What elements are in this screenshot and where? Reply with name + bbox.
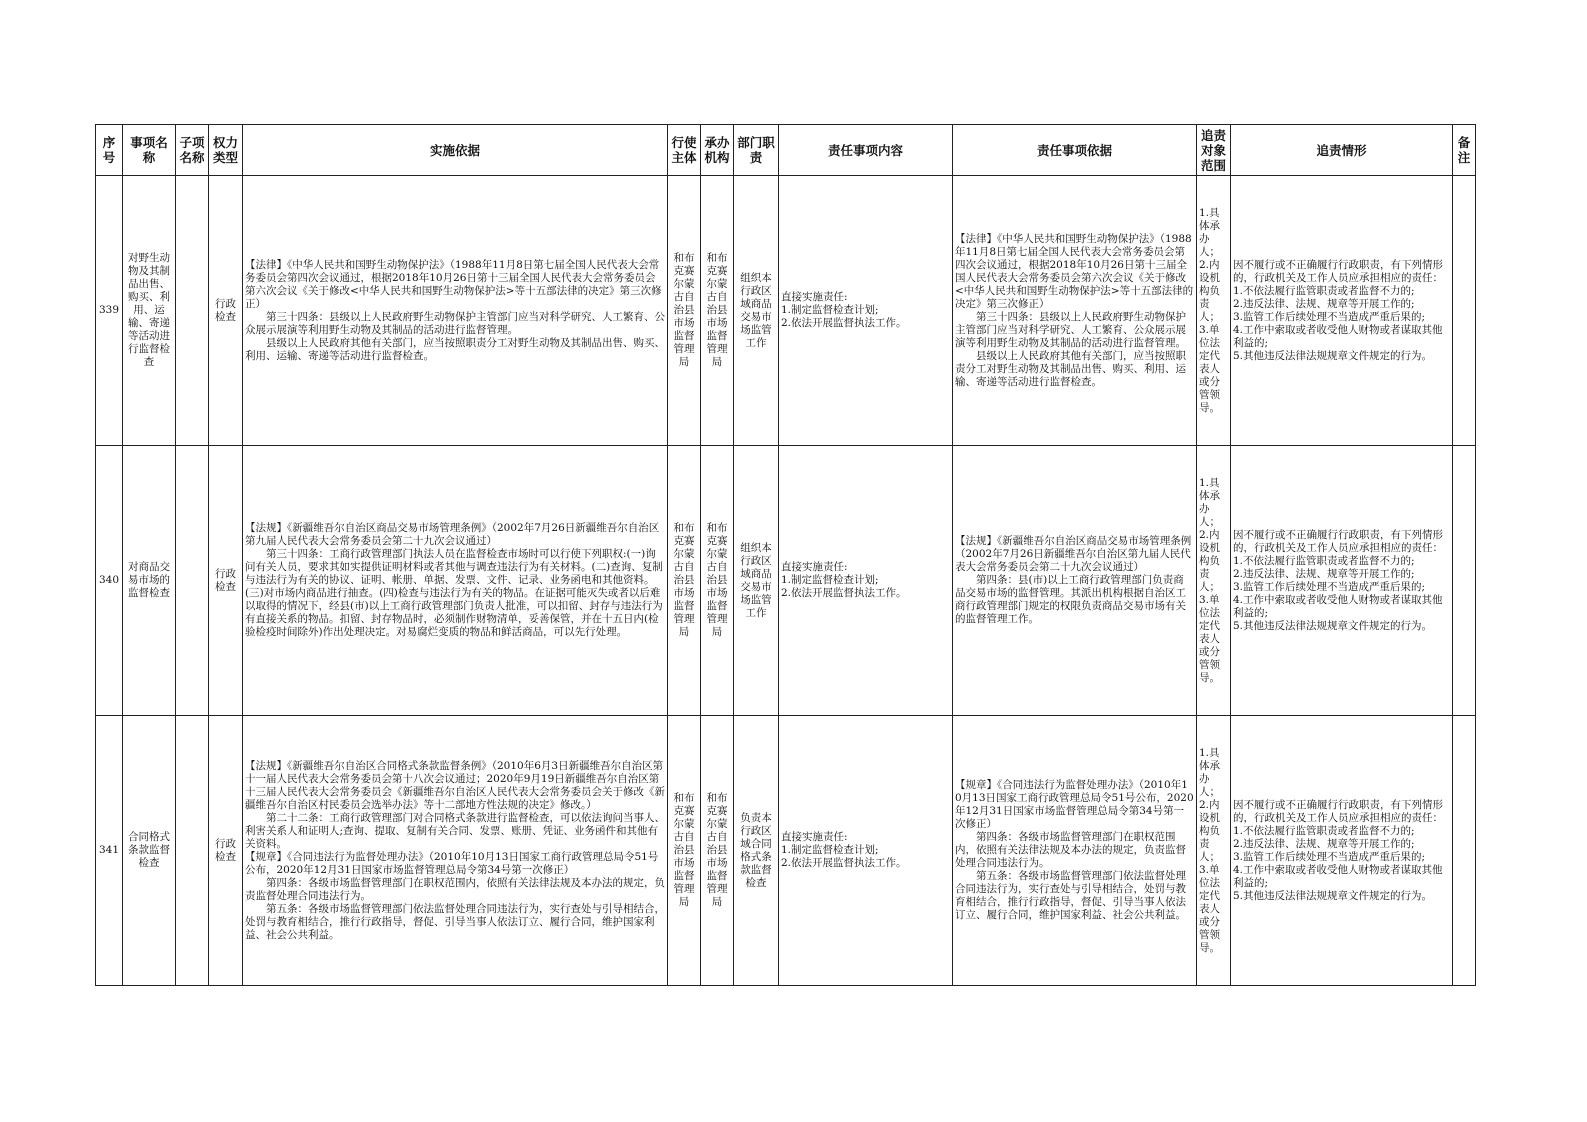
resp-content-line: 2.依法开展监督执法工作。 xyxy=(781,317,907,329)
resp-basis-paragraph: 第四条：县(市)以上工商行政管理部门负责商品交易市场的监督管理。其派出机构根据自治区工商行政管理部门规定的权限负责商品交易市场有关的监督管理工作。 xyxy=(955,574,1186,625)
sub-item-cell xyxy=(176,446,209,716)
resp-content-line: 直接实施责任: xyxy=(781,291,848,303)
scope-cell: 1.具体承办人；2.内设机构负责人；3.单位法定代表人或分管领导。 xyxy=(1197,446,1231,716)
sub-item-cell xyxy=(176,176,209,446)
situation-line: 2.违反法律、法规、规章等开展工作的; xyxy=(1233,297,1415,310)
situation-cell xyxy=(1231,446,1453,716)
remark-cell xyxy=(1453,716,1476,986)
resp-basis-paragraph: 第五条：各级市场监督管理部门依法监督处理合同违法行为，实行查处与引导相结合，处罚与教育相结合，推行行政指导，督促、引导当事人依法订立、履行合同，维护国家利益、社会公共利益。 xyxy=(955,870,1186,921)
duty-cell: 组织本行政区域商品交易市场监管工作 xyxy=(734,446,779,716)
resp-content-cell xyxy=(779,176,953,446)
handler-cell: 和布克赛尔蒙古自治县市场监督管理局 xyxy=(701,716,734,986)
situation-line: 4.工作中索取或者收受他人财物或者谋取其他利益的; xyxy=(1233,323,1443,349)
resp-basis-paragraph: 【法律】《中华人民共和国野生动物保护法》（1988年11月8日第七届全国人民代表大会常务委员会第四次会议通过，根据2018年10月26日第十三届全国人民代表大会常务委员会第六次会议《关于修改<中华人民共和国野生动物保护法>等十五部法律的决定》第三次修正） xyxy=(955,232,1194,310)
header-resp-content: 责任事项内容 xyxy=(779,125,953,176)
situation-line: 1.不依法履行监管职责或者监督不力的; xyxy=(1233,284,1415,297)
resp-basis-paragraph: 【规章】《合同违法行为监督处理办法》（2010年10月13日国家工商行政管理总局令51号公布，2020年12月31日国家市场监督管理总局令第34号第一次修正） xyxy=(955,779,1194,830)
item-name-cell: 对野生动物及其制品出售、购买、利用、运输、寄递等活动进行监督检查 xyxy=(123,176,176,446)
subject-cell: 和布克赛尔蒙古自治县市场监督管理局 xyxy=(668,446,701,716)
basis-paragraph: 【法规】《新疆维吾尔自治区合同格式条款监督条例》（2010年6月3日新疆维吾尔自治区第十一届人民代表大会常务委员会第十八次会议通过；2020年9月19日新疆维吾尔自治区第十三届人民代表大会常务委员会《新疆维吾尔自治区人民代表大会常务委员会关于修改《新疆维吾尔自治区村民委员会选举办法》等十二部地方性法规的决定》修改。） xyxy=(245,759,665,811)
basis-paragraph: 第四条：各级市场监督管理部门在职权范围内，依照有关法律法规及本办法的规定，负责监督处理合同违法行为。 xyxy=(245,876,665,902)
power-list-table xyxy=(95,124,1476,986)
header-scope: 追责对象范围 xyxy=(1197,125,1231,176)
power-type-cell: 行政检查 xyxy=(209,716,243,986)
basis-cell xyxy=(243,176,668,446)
seq-cell: 339 xyxy=(96,176,123,446)
seq-cell: 341 xyxy=(96,716,123,986)
table-row xyxy=(96,176,1476,446)
seq-cell: 340 xyxy=(96,446,123,716)
basis-paragraph: 【法律】《中华人民共和国野生动物保护法》（1988年11月8日第七届全国人民代表大会常务委员会第四次会议通过，根据2018年10月26日第十三届全国人民代表大会常务委员会第六次会议《关于修改<中华人民共和国野生动物保护法>等十五部法律的决定》第三次修正） xyxy=(245,258,662,310)
header-item-name: 事项名称 xyxy=(123,125,176,176)
remark-cell xyxy=(1453,446,1476,716)
situation-line: 因不履行或不正确履行行政职责，有下列情形的，行政机关及工作人员应承担相应的责任： xyxy=(1233,528,1443,554)
situation-line: 3.监管工作后续处理不当造成严重后果的; xyxy=(1233,580,1426,593)
basis-paragraph: 【法规】《新疆维吾尔自治区商品交易市场管理条例》（2002年7月26日新疆维吾尔自治区第九届人民代表大会常务委员会第二十九次会议通过） xyxy=(245,522,660,547)
item-name-cell: 合同格式条款监督检查 xyxy=(123,716,176,986)
header-sub-item: 子项名称 xyxy=(176,125,209,176)
resp-content-line: 直接实施责任: xyxy=(781,561,848,573)
situation-line: 3.监管工作后续处理不当造成严重后果的; xyxy=(1233,310,1426,323)
header-situation: 追责情形 xyxy=(1231,125,1453,176)
situation-line: 5.其他违反法律法规规章文件规定的行为。 xyxy=(1233,619,1433,632)
situation-line: 4.工作中索取或者收受他人财物或者谋取其他利益的; xyxy=(1233,593,1443,619)
table-row xyxy=(96,446,1476,716)
remark-cell xyxy=(1453,176,1476,446)
resp-basis-cell xyxy=(953,446,1197,716)
header-resp-basis: 责任事项依据 xyxy=(953,125,1197,176)
header-handler: 承办机构 xyxy=(701,125,734,176)
scope-cell: 1.具体承办人；2.内设机构负责人；3.单位法定代表人或分管领导。 xyxy=(1197,176,1231,446)
basis-paragraph: 第三十四条：工商行政管理部门执法人员在监督检查市场时可以行使下列职权:(一)询问有关人员，要求其如实提供证明材料或者其他与调查违法行为有关材料。(二)查询、复制与违法行为有关的协议、证明、帐册、单据、发票、文件、记录、业务函电和其他资料。(三)对市场内商品进行抽查。(四)检查与违法行为有关的物品。在证据可能灭失或者以后难以取得的情况下，经县(市)以上工商行政管理部门负责人批准，可以扣留、封存与违法行为有直接关系的物品。扣留、封存物品时，必须制作财物清单，妥善保管，并在十五日内(检验检疫时间除外)作出处理决定。对易腐烂变质的物品和鲜活商品，可以先行处理。 xyxy=(245,548,663,638)
header-subject: 行使主体 xyxy=(668,125,701,176)
sub-item-cell xyxy=(176,716,209,986)
resp-basis-paragraph: 第三十四条：县级以上人民政府野生动物保护主管部门应当对科学研究、人工繁育、公众展示展演等利用野生动物及其制品的活动进行监督管理。 xyxy=(955,310,1186,349)
situation-cell xyxy=(1231,176,1453,446)
scope-cell: 1.具体承办人；2.内设机构负责人；3.单位法定代表人或分管领导。 xyxy=(1197,716,1231,986)
situation-line: 2.违反法律、法规、规章等开展工作的; xyxy=(1233,837,1415,850)
basis-paragraph: 第二十二条：工商行政管理部门对合同格式条款进行监督检查，可以依法询问当事人、利害关系人和证明人;查询、提取、复制有关合同、发票、账册、凭证、业务函件和其他有关资料。 xyxy=(245,811,665,850)
situation-line: 2.违反法律、法规、规章等开展工作的; xyxy=(1233,567,1415,580)
handler-cell: 和布克赛尔蒙古自治县市场监督管理局 xyxy=(701,176,734,446)
table-row xyxy=(96,716,1476,986)
situation-line: 因不履行或不正确履行行政职责，有下列情形的，行政机关及工作人员应承担相应的责任： xyxy=(1233,258,1443,284)
resp-basis-paragraph: 【法规】《新疆维吾尔自治区商品交易市场管理条例（2002年7月26日新疆维吾尔自治区第九届人民代表大会常务委员会第二十九次会议通过） xyxy=(955,535,1192,573)
basis-paragraph: 第五条：各级市场监督管理部门依法监督处理合同违法行为，实行查处与引导相结合，处罚与教育相结合，推行行政指导，督促、引导当事人依法订立、履行合同，维护国家利益、社会公共利益。 xyxy=(245,902,665,941)
power-type-cell: 行政检查 xyxy=(209,446,243,716)
header-seq: 序号 xyxy=(96,125,123,176)
situation-line: 1.不依法履行监管职责或者监督不力的; xyxy=(1233,824,1415,837)
basis-paragraph: 【规章】《合同违法行为监督处理办法》（2010年10月13日国家工商行政管理总局令51号公布，2020年12月31日国家市场监督管理总局令第34号第一次修正） xyxy=(245,850,659,876)
item-name-cell: 对商品交易市场的监督检查 xyxy=(123,446,176,716)
situation-cell xyxy=(1231,716,1453,986)
situation-line: 因不履行或不正确履行行政职责，有下列情形的，行政机关及工作人员应承担相应的责任： xyxy=(1233,798,1443,824)
resp-content-line: 2.依法开展监督执法工作。 xyxy=(781,587,907,599)
resp-content-cell xyxy=(779,716,953,986)
situation-line: 3.监管工作后续处理不当造成严重后果的; xyxy=(1233,850,1426,863)
basis-cell xyxy=(243,446,668,716)
resp-content-line: 2.依法开展监督执法工作。 xyxy=(781,857,907,869)
resp-basis-cell xyxy=(953,176,1197,446)
resp-content-line: 1.制定监督检查计划; xyxy=(781,844,879,856)
header-duty: 部门职责 xyxy=(734,125,779,176)
header-row xyxy=(96,125,1476,176)
header-remark: 备注 xyxy=(1453,125,1476,176)
subject-cell: 和布克赛尔蒙古自治县市场监督管理局 xyxy=(668,716,701,986)
header-basis: 实施依据 xyxy=(243,125,668,176)
resp-content-cell xyxy=(779,446,953,716)
basis-cell xyxy=(243,716,668,986)
resp-basis-paragraph: 第四条：各级市场监督管理部门在职权范围内，依照有关法律法规及本办法的规定，负责监督处理合同违法行为。 xyxy=(955,831,1186,869)
resp-content-line: 1.制定监督检查计划; xyxy=(781,304,879,316)
duty-cell: 负责本行政区域合同格式条款监督检查 xyxy=(734,716,779,986)
resp-basis-cell xyxy=(953,716,1197,986)
resp-content-line: 1.制定监督检查计划; xyxy=(781,574,879,586)
basis-paragraph: 第三十四条：县级以上人民政府野生动物保护主管部门应当对科学研究、人工繁育、公众展示展演等利用野生动物及其制品的活动进行监督管理。 xyxy=(245,310,665,336)
header-power-type: 权力类型 xyxy=(209,125,243,176)
duty-cell: 组织本行政区域商品交易市场监管工作 xyxy=(734,176,779,446)
situation-line: 4.工作中索取或者收受他人财物或者谋取其他利益的; xyxy=(1233,863,1443,889)
situation-line: 5.其他违反法律法规规章文件规定的行为。 xyxy=(1233,349,1433,362)
subject-cell: 和布克赛尔蒙古自治县市场监督管理局 xyxy=(668,176,701,446)
situation-line: 1.不依法履行监管职责或者监督不力的; xyxy=(1233,554,1415,567)
power-type-cell: 行政检查 xyxy=(209,176,243,446)
situation-line: 5.其他违反法律法规规章文件规定的行为。 xyxy=(1233,889,1433,902)
resp-content-line: 直接实施责任: xyxy=(781,831,848,843)
basis-paragraph: 县级以上人民政府其他有关部门，应当按照职责分工对野生动物及其制品出售、购买、利用、运输、寄递等活动进行监督检查。 xyxy=(245,336,665,362)
resp-basis-paragraph: 县级以上人民政府其他有关部门，应当按照职责分工对野生动物及其制品出售、购买、利用、运输、寄递等活动进行监督检查。 xyxy=(955,349,1186,388)
handler-cell: 和布克赛尔蒙古自治县市场监督管理局 xyxy=(701,446,734,716)
